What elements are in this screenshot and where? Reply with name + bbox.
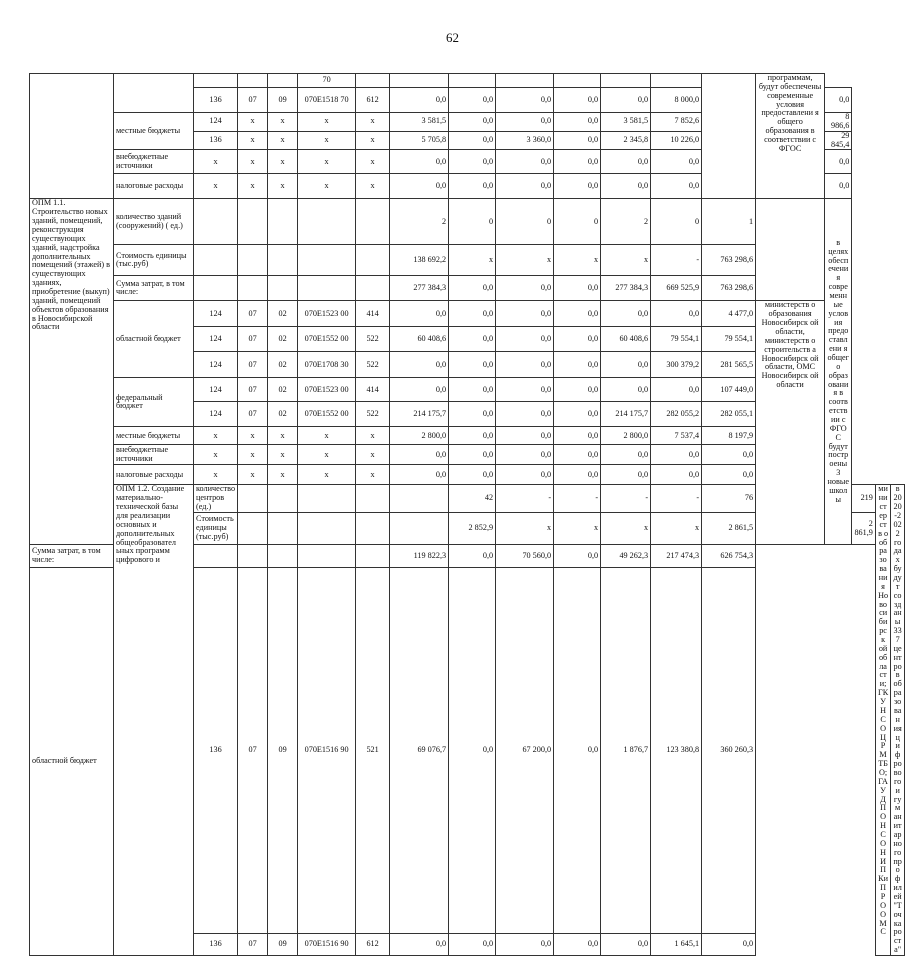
table-row: 124 07 02 070E1708 30 522 0,0 0,0 0,0 0,0 0,0 300 379,2 281 565,5 [30, 352, 905, 378]
cont-executor-cell [702, 74, 756, 199]
table-row [30, 74, 905, 88]
table-row: 136 07 09 070E1518 70 612 0,0 0,0 0,0 0,0 0,0 8 000,0 0,0 [30, 88, 905, 113]
opm12-executor: министерств о образования Новосибирск ой области; ГКУ НСО ЦРМТБО; ГАУ ДПО НСО НИПКиПРО ОМС [875, 485, 890, 956]
table-row: 136 07 09 070E1516 90 612 0,0 0,0 0,0 0,0 0,0 1 645,1 0,0 [30, 933, 905, 955]
qty-label: количество центров (ед.) [194, 485, 238, 513]
unit-cost-label: Стоимость единицы (тыс.руб) [194, 513, 238, 545]
table-row: областной бюджет 136 07 09 070E1516 90 521 69 076,7 0,0 67 200,0 0,0 1 876,7 123 380,8 360 260,3 [30, 568, 905, 934]
funding-source-label: местные бюджеты [114, 113, 194, 150]
program-table [29, 73, 905, 956]
table-body [30, 74, 905, 956]
qty-label: количество зданий (сооружений) ( ед.) [114, 199, 194, 245]
regional-budget-label: областной бюджет [30, 568, 114, 956]
opm11-result: в целях обеспечения современные условия предоставлени я общего образования в соответствии с ФГОС будут построены 3 новые школы [825, 199, 852, 545]
table-row: 124 07 02 070E1552 00 522 214 175,7 0,0 0,0 0,0 214 175,7 282 055,2 282 055,1 [30, 402, 905, 427]
table-row: ОПМ 1.2. Создание материально- технической базы для реализации основных и дополнительных общеобразовател ьных программ цифрового и количество центров (ед.) 42 - - - - 76 219 министерств о образования Новосибирск ой области; ГКУ НСО ЦРМТБО; ГАУ ДПО НСО НИПКиПРО ОМС в 2020-2022 годах будут созданы 337 центров образования цифрового и гуманитарного профилей "Точка роста" [30, 485, 905, 513]
table-row: внебюджетные источники x x x x x 0,0 0,0 0,0 0,0 0,0 0,0 0,0 [30, 445, 905, 465]
opm12-result: в 2020-2022 годах будут созданы 337 центров образования цифрового и гуманитарного профилей "Точка роста" [891, 485, 905, 956]
funding-source-label: налоговые расходы [114, 174, 194, 199]
table-row: Стоимость единицы (тыс.руб) 2 852,9 x x x x 2 861,5 2 861,9 [30, 513, 905, 545]
unit-cost-label: Стоимость единицы (тыс.руб) [114, 245, 194, 276]
total-label: Сумма затрат, в том числе: [30, 545, 114, 568]
local-budget-label: местные бюджеты [114, 427, 194, 445]
regional-budget-label: областной бюджет [114, 301, 194, 378]
tax-label: налоговые расходы [114, 465, 194, 485]
table-row: местные бюджеты 124 x x x x 3 581,5 0,0 0,0 0,0 3 581,5 7 852,6 8 986,6 [30, 113, 905, 132]
kcsr-cell: 70 [298, 74, 356, 88]
table-row: налоговые расходы x x x x x 0,0 0,0 0,0 0,0 0,0 0,0 0,0 [30, 465, 905, 485]
table-row: Сумма затрат, в том числе: 277 384,3 0,0 0,0 0,0 277 384,3 669 525,9 763 298,6 [30, 276, 905, 301]
funding-source-label: внебюджетные источники [114, 150, 194, 174]
cont-result-cell: программам, будут обеспечены современные условия предоставлени я общего образования в соответствии с ФГОС [756, 74, 825, 199]
table-row: налоговые расходы x x x x x 0,0 0,0 0,0 0,0 0,0 0,0 0,0 [30, 174, 905, 199]
table-row: 136 x x x x 5 705,8 0,0 3 360,0 0,0 2 345,8 10 226,0 29 845,4 [30, 131, 905, 150]
opm11-executor: министерств о образования Новосибирск ой области, министерств о строительств а Новосибирск ой области, ОМС Новосибирск ой области [756, 301, 825, 545]
page-number: 62 [446, 30, 459, 45]
table-row: областной бюджет 124 07 02 070E1523 00 414 0,0 0,0 0,0 0,0 0,0 0,0 4 477,0 министерств о образования Новосибирск ой области, министерств о строительств а Новосибирск ой области, ОМС Новосибирск ой области [30, 301, 905, 327]
table-row: федеральный бюджет 124 07 02 070E1523 00 414 0,0 0,0 0,0 0,0 0,0 0,0 107 449,0 [30, 378, 905, 402]
opm12-name: ОПМ 1.2. Создание материально- технической базы для реализации основных и дополнительных общеобразовател ьных программ цифрового и [114, 485, 194, 956]
table-row: ОПМ 1.1. Строительство новых зданий, помещений, реконструкция существующих зданий, надстройка дополнительных помещений (этажей) в существующих зданиях, приобретение (выкуп) зданий, помещений объектов образования в Новосибирской области количество зданий (сооружений) ( ед.) 2 0 0 0 2 0 1 в целях обеспечения современные условия предоставлени я общего образования в соответствии с ФГОС будут построены 3 новые школы [30, 199, 905, 245]
federal-budget-label: федеральный бюджет [114, 378, 194, 427]
offbudget-label: внебюджетные источники [114, 445, 194, 465]
cont-source-cell [114, 74, 194, 113]
table-row: местные бюджеты x x x x x 2 800,0 0,0 0,0 0,0 2 800,0 7 537,4 8 197,9 [30, 427, 905, 445]
opm11-name: ОПМ 1.1. Строительство новых зданий, помещений, реконструкция существующих зданий, надстройка дополнительных помещений (этажей) в существующих зданиях, приобретение (выкуп) зданий, помещений объектов образования в Новосибирской области [30, 199, 114, 545]
table-row: внебюджетные источники x x x x x 0,0 0,0 0,0 0,0 0,0 0,0 0,0 [30, 150, 905, 174]
table-row: 124 07 02 070E1552 00 522 60 408,6 0,0 0,0 0,0 60 408,6 79 554,1 79 554,1 [30, 327, 905, 352]
table-row: Стоимость единицы (тыс.руб) 138 692,2 x x x x - 763 298,6 [30, 245, 905, 276]
total-label: Сумма затрат, в том числе: [114, 276, 194, 301]
table-row: Сумма затрат, в том числе: 119 822,3 0,0 70 560,0 0,0 49 262,3 217 474,3 626 754,3 [30, 545, 905, 568]
cont-name-cell [30, 74, 114, 199]
